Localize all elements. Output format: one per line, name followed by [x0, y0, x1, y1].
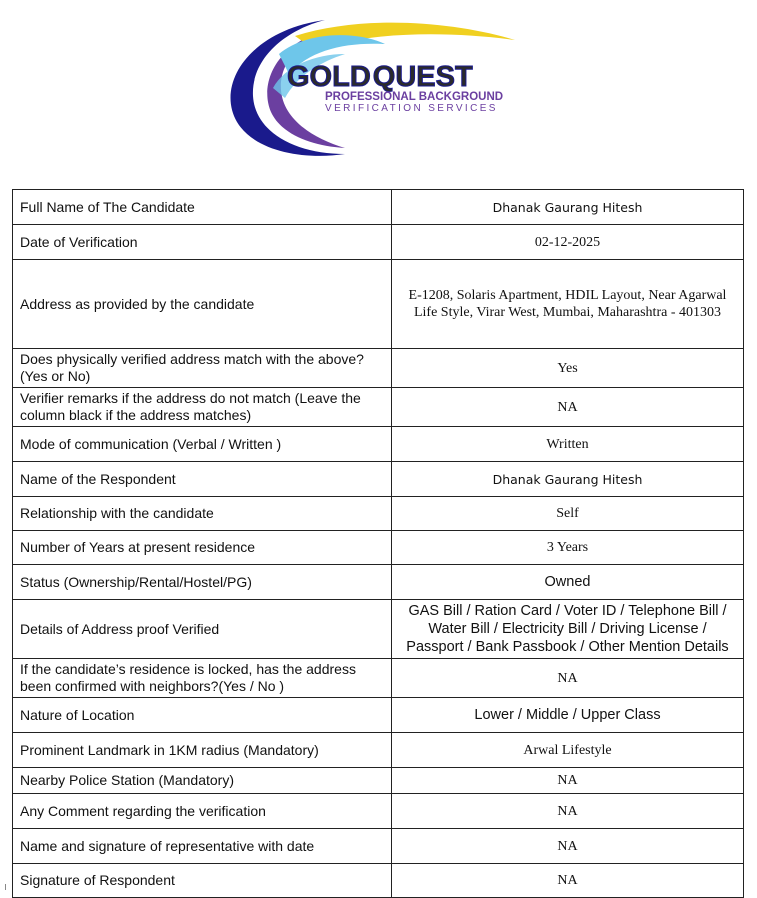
row-label: If the candidate’s residence is locked, has the address been confirmed with neighbors?(Yes / No ): [13, 659, 392, 698]
row-label: Prominent Landmark in 1KM radius (Mandatory): [13, 733, 392, 768]
row-value: NA: [392, 388, 744, 427]
table-row: [13, 794, 744, 829]
row-value: Arwal Lifestyle: [392, 733, 744, 768]
row-value: Lower / Middle / Upper Class: [392, 698, 744, 733]
row-label: Address as provided by the candidate: [13, 260, 392, 349]
row-value: Written: [392, 427, 744, 462]
row-value: Dhanak Gaurang Hitesh: [392, 190, 744, 225]
row-label: Verifier remarks if the address do not match (Leave the column black if the address matches): [13, 388, 392, 427]
table-row: [13, 497, 744, 531]
table-row: [13, 768, 744, 794]
table-row: [13, 388, 744, 427]
table-row: [13, 659, 744, 698]
row-value: Self: [392, 497, 744, 531]
table-row: [13, 260, 744, 349]
row-label: Nearby Police Station (Mandatory): [13, 768, 392, 794]
row-label: Status (Ownership/Rental/Hostel/PG): [13, 565, 392, 600]
table-row: [13, 733, 744, 768]
row-value: NA: [392, 659, 744, 698]
row-value: GAS Bill / Ration Card / Voter ID / Telephone Bill / Water Bill / Electricity Bill / Driving License / Passport / Bank Passbook / Other Mention Details: [392, 600, 744, 659]
logo-tagline-1: PROFESSIONAL BACKGROUND: [325, 91, 504, 103]
row-label: Relationship with the candidate: [13, 497, 392, 531]
logo-tagline-2: VERIFICATION SERVICES: [325, 103, 498, 114]
table-row: [13, 565, 744, 600]
row-label: Any Comment regarding the verification: [13, 794, 392, 829]
row-label: Details of Address proof Verified: [13, 600, 392, 659]
row-value: E-1208, Solaris Apartment, HDIL Layout, Near Agarwal Life Style, Virar West, Mumbai, Maharashtra - 401303: [392, 260, 744, 349]
row-value: 3 Years: [392, 531, 744, 565]
row-value: NA: [392, 864, 744, 898]
table-row: [13, 829, 744, 864]
row-value: Owned: [392, 565, 744, 600]
table-row: [13, 531, 744, 565]
logo-emblem: [215, 14, 545, 162]
row-label: Number of Years at present residence: [13, 531, 392, 565]
row-value: NA: [392, 794, 744, 829]
row-label: Full Name of The Candidate: [13, 190, 392, 225]
table-row: [13, 462, 744, 497]
page-edge-mark: [5, 884, 6, 890]
row-value: NA: [392, 768, 744, 794]
row-label: Date of Verification: [13, 225, 392, 260]
row-value: 02-12-2025: [392, 225, 744, 260]
logo-brand-gold: GOLD: [287, 61, 371, 93]
row-label: Nature of Location: [13, 698, 392, 733]
row-value: Dhanak Gaurang Hitesh: [392, 462, 744, 497]
goldquest-logo: [215, 14, 545, 162]
row-label: Name of the Respondent: [13, 462, 392, 497]
table-row: [13, 349, 744, 388]
verification-table: [12, 189, 744, 898]
row-label: Does physically verified address match with the above?(Yes or No): [13, 349, 392, 388]
table-row: [13, 600, 744, 659]
row-label: Mode of communication (Verbal / Written ): [13, 427, 392, 462]
table-row: [13, 864, 744, 898]
table-row: [13, 225, 744, 260]
row-value: NA: [392, 829, 744, 864]
svg-text:GOLDQUEST: [287, 61, 473, 93]
table-row: [13, 190, 744, 225]
row-label: Signature of Respondent: [13, 864, 392, 898]
row-value: Yes: [392, 349, 744, 388]
logo-brand-quest: QUEST: [372, 61, 473, 93]
table-row: [13, 698, 744, 733]
table-row: [13, 427, 744, 462]
row-label: Name and signature of representative with date: [13, 829, 392, 864]
